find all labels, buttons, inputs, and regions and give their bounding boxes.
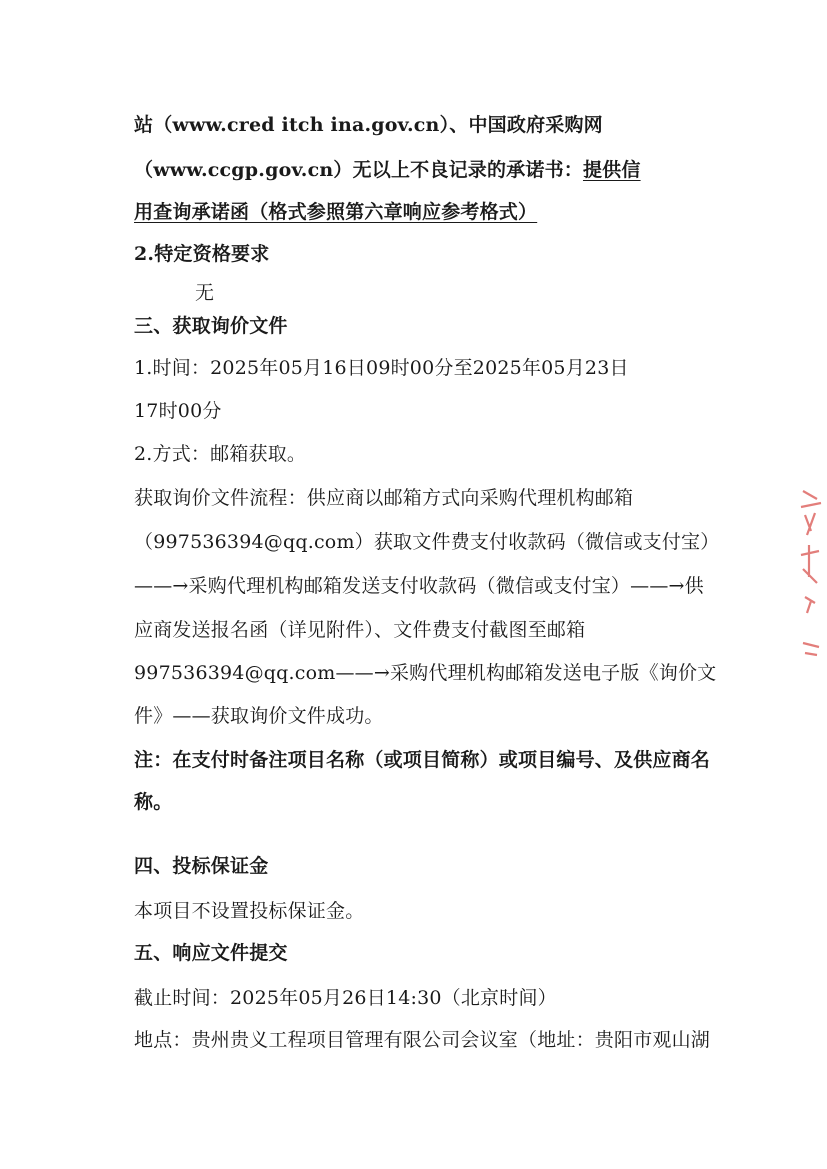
text-line: （997536394@qq.com）获取文件费支付收款码（微信或支付宝） [134, 531, 720, 553]
text-line: 本项目不设置投标保证金。 [134, 900, 365, 922]
text-line: 17时00分 [134, 400, 222, 422]
text-line: 应商发送报名函（详见附件）、文件费支付截图至邮箱 [134, 619, 586, 641]
section-heading: 五、响应文件提交 [134, 942, 288, 964]
underlined-text-line: 用查询承诺函（格式参照第六章响应参考格式） [134, 201, 538, 223]
text-line: 截止时间：2025年05月26日14:30（北京时间） [134, 987, 557, 1009]
text-line [134, 157, 641, 183]
underlined-text: 提供信 [582, 159, 641, 181]
note-line: 注：在支付时备注项目名称（或项目简称）或项目编号、及供应商名 [134, 749, 711, 771]
text-line: 无 [195, 282, 215, 304]
text-line: 997536394@qq.com——→采购代理机构邮箱发送电子版《询价文 [134, 662, 717, 684]
note-line: 称。 [134, 791, 173, 813]
text-line: 地点：贵州贵义工程项目管理有限公司会议室（地址：贵阳市观山湖 [134, 1029, 711, 1051]
text-line: 1.时间：2025年05月16日09时00分至2025年05月23日 [134, 357, 629, 379]
text-line: 站（www.cred itch ina.gov.cn）、中国政府采购网 [134, 114, 603, 136]
section-subheading: 2.特定资格要求 [134, 243, 270, 265]
text-segment: （www.ccgp.gov.cn）无以上不良记录的承诺书： [134, 159, 583, 181]
text-line: 件》——获取询价文件成功。 [134, 705, 384, 727]
text-line: 2.方式：邮箱获取。 [134, 443, 307, 465]
seal-stamp-fragment [795, 485, 827, 665]
section-heading: 四、投标保证金 [134, 855, 269, 877]
text-line: 获取询价文件流程：供应商以邮箱方式向采购代理机构邮箱 [134, 487, 634, 509]
text-line: ——→采购代理机构邮箱发送支付收款码（微信或支付宝）——→供 [134, 575, 704, 597]
section-heading: 三、获取询价文件 [134, 315, 288, 337]
